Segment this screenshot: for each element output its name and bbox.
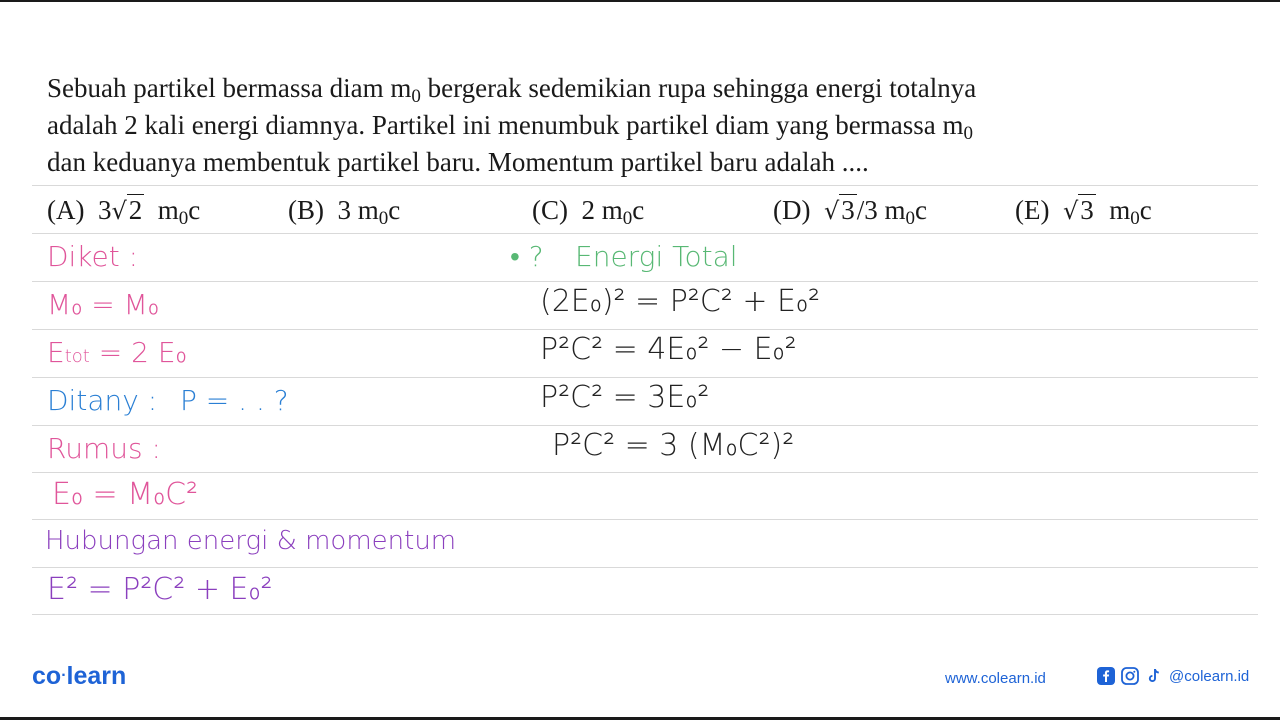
- ruled-line: [32, 425, 1258, 426]
- website-link[interactable]: www.colearn.id: [945, 670, 1046, 687]
- option-b: (B) 3 $m_0c$: [288, 195, 401, 229]
- equation-4: P²C² = 3 (M₀C²)²: [552, 428, 795, 463]
- ruled-line: [32, 281, 1258, 282]
- problem-line-2: adalah 2 kali energi diamnya. Partikel ini menumbuk partikel diam yang bermassa $m_0$: [47, 110, 973, 144]
- sqrt-symbol: √3: [823, 195, 855, 225]
- ruled-line: [32, 519, 1258, 520]
- note-ditanya: Ditany :: [47, 384, 158, 417]
- note-energi-total: Energi Total: [575, 240, 738, 273]
- tiktok-icon[interactable]: [1145, 667, 1163, 685]
- note-rumus: Rumus :: [47, 432, 161, 465]
- option-d: (D) √3/3 $m_0c$: [773, 195, 928, 229]
- sqrt-symbol: √3: [1062, 195, 1094, 225]
- note-diket: Diket :: [47, 240, 139, 273]
- social-handle[interactable]: @colearn.id: [1169, 667, 1250, 685]
- problem-line-3: dan keduanya membentuk partikel baru. Momentum partikel baru adalah ....: [47, 147, 869, 177]
- ruled-line: [32, 233, 1258, 234]
- problem-line-1: Sebuah partikel bermassa diam $m_0$ bergerak sedemikian rupa sehingga energi totalnya: [47, 73, 977, 107]
- ruled-line: [32, 614, 1258, 615]
- equation-2: P²C² = 4E₀² − E₀²: [540, 332, 797, 367]
- problem-statement: [47, 70, 1247, 181]
- social-links: [1097, 667, 1249, 685]
- instagram-icon[interactable]: [1121, 667, 1139, 685]
- ruled-line: [32, 329, 1258, 330]
- sqrt-symbol: √2: [111, 195, 143, 225]
- note-m0: M₀ = M₀: [47, 288, 160, 321]
- divider: [32, 185, 1258, 186]
- note-ditanya-eq: P = . . ?: [180, 384, 289, 417]
- ruled-line: [32, 377, 1258, 378]
- note-e2-eq: E² = P²C² + E₀²: [47, 572, 273, 607]
- option-a: (A) 3√2 $m_0c$: [47, 195, 201, 229]
- option-c: (C) 2 $m_0c$: [532, 195, 645, 229]
- note-e0-eq: E₀ = M₀C²: [52, 477, 199, 512]
- note-bullet: • ?: [510, 240, 544, 273]
- facebook-icon[interactable]: [1097, 667, 1115, 685]
- equation-3: P²C² = 3E₀²: [540, 380, 710, 415]
- top-border: [0, 0, 1280, 2]
- note-etot: Etot = 2 E₀: [47, 336, 187, 369]
- ruled-line: [32, 472, 1258, 473]
- note-hubungan: Hubungan energi & momentum: [45, 526, 457, 556]
- option-e: (E) √3 $m_0c$: [1015, 195, 1152, 229]
- colearn-logo: co·learn: [32, 662, 127, 690]
- equation-1: (2E₀)² = P²C² + E₀²: [540, 284, 821, 319]
- ruled-line: [32, 567, 1258, 568]
